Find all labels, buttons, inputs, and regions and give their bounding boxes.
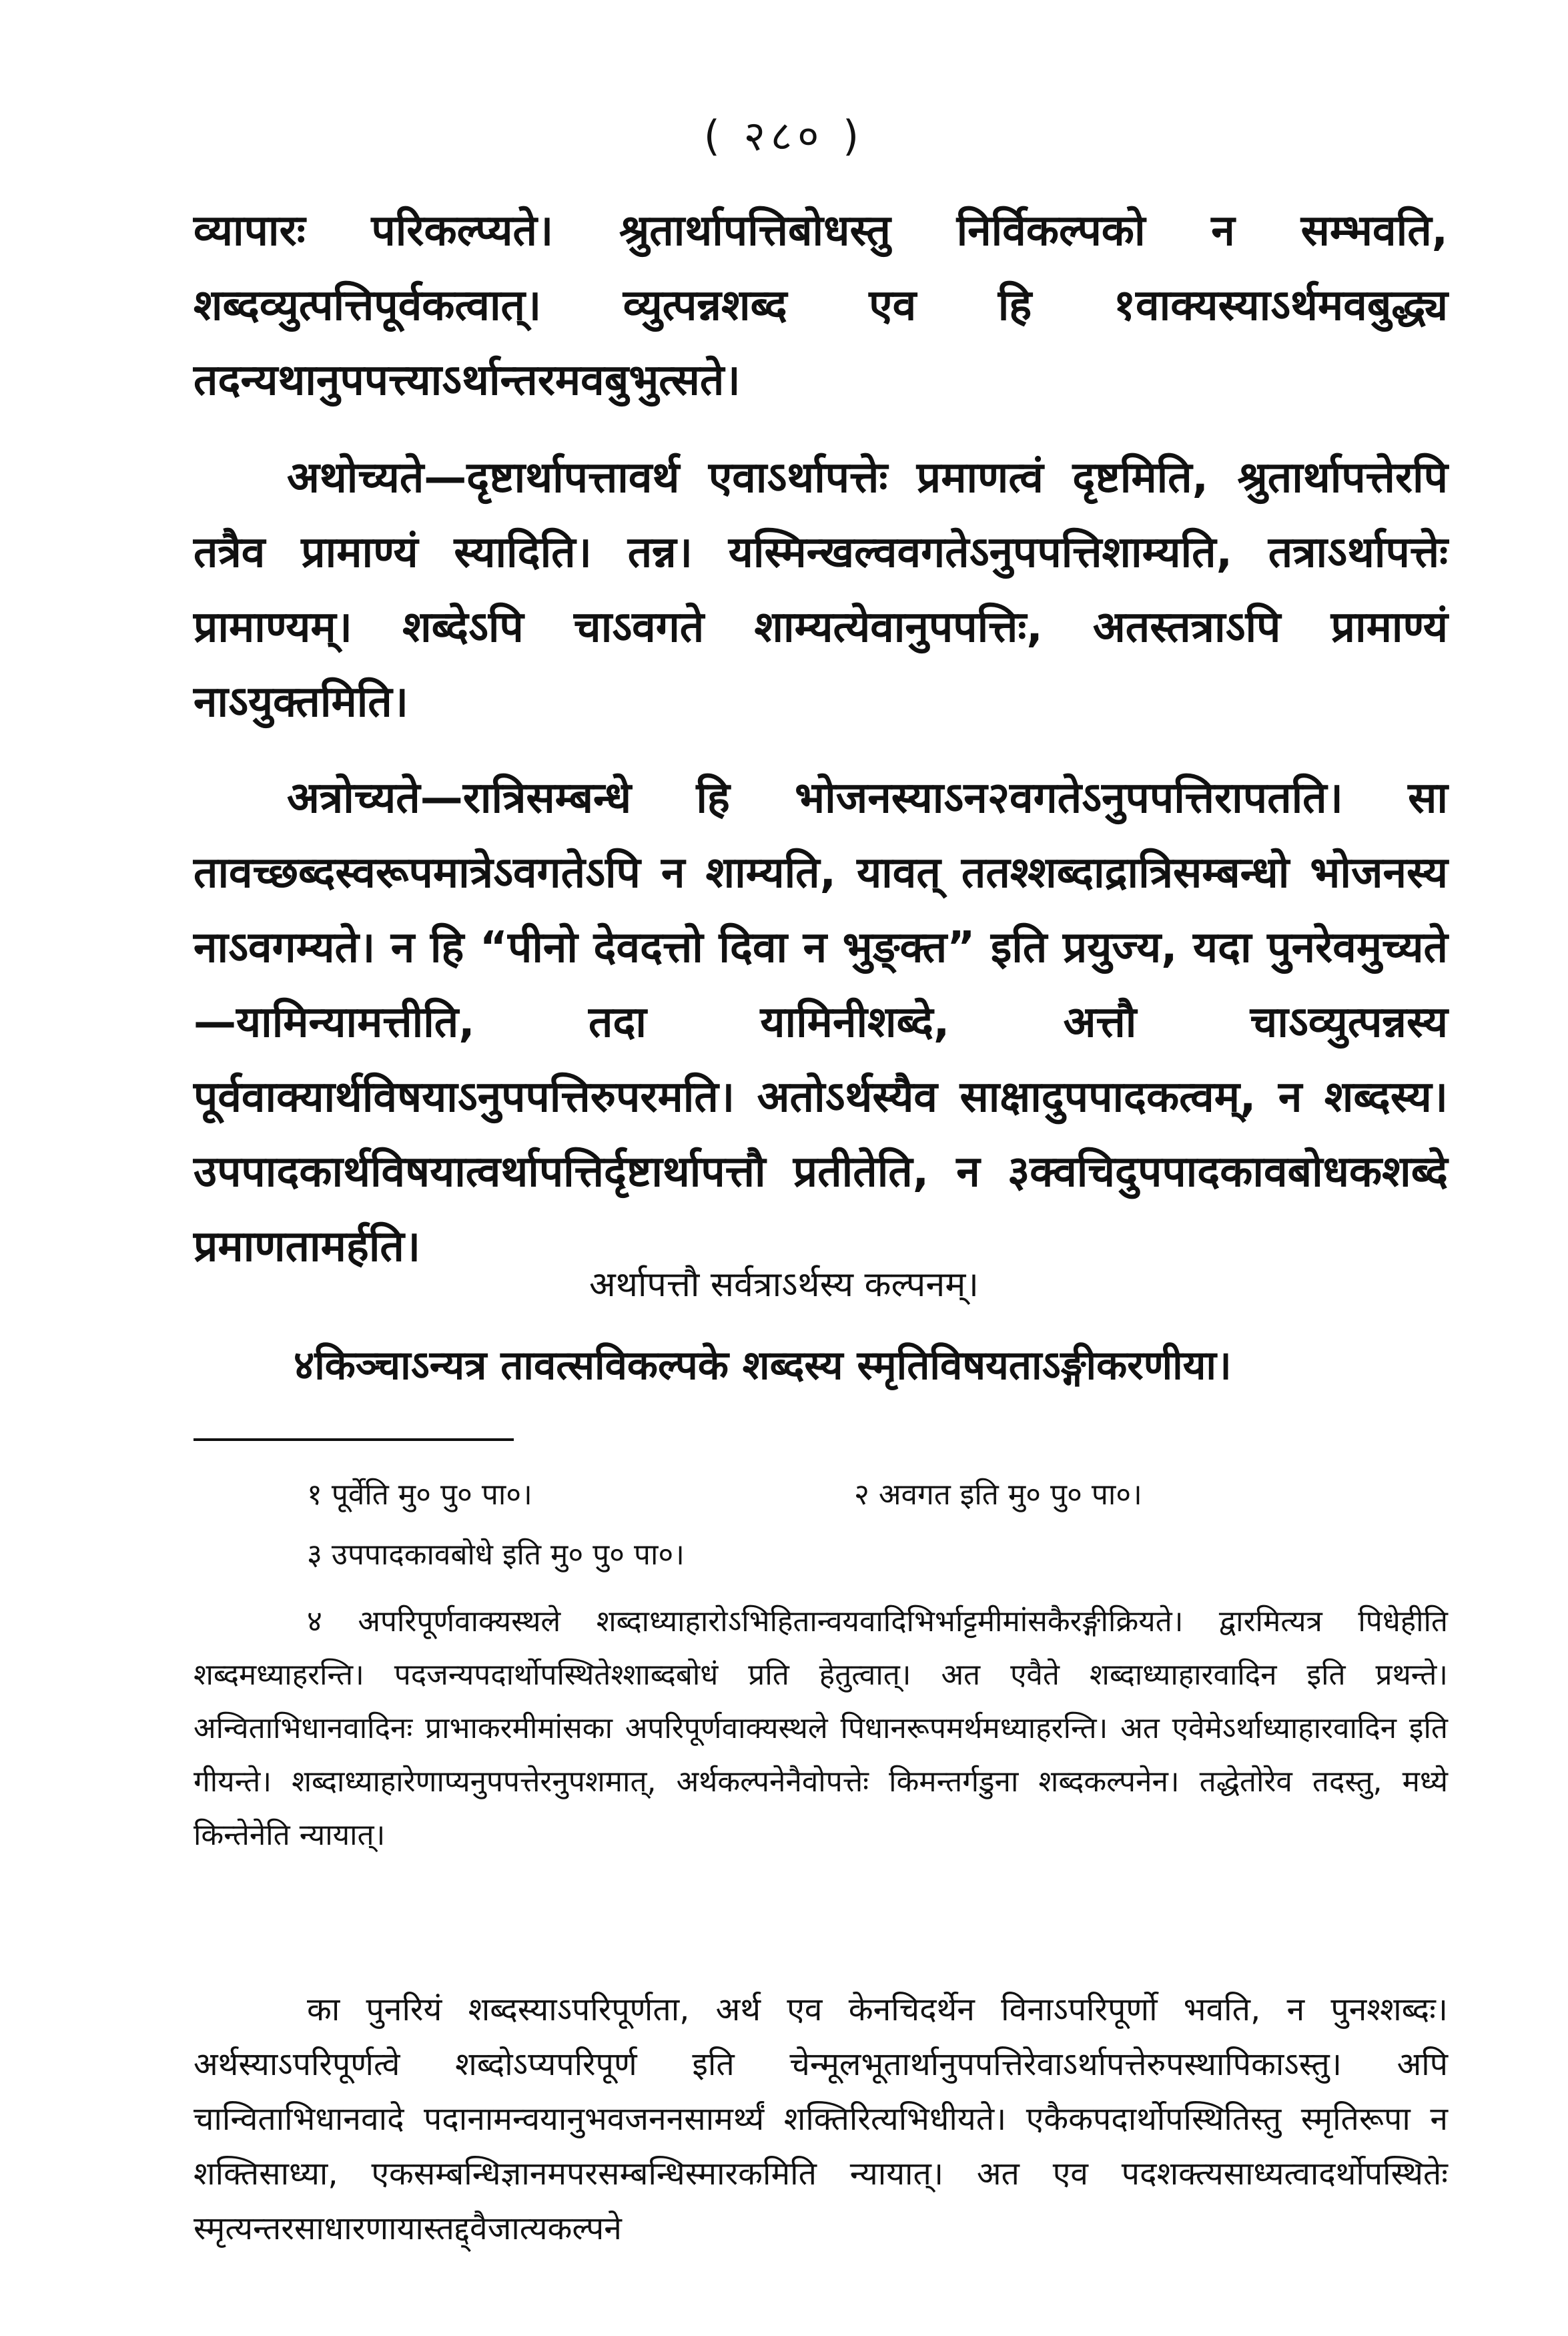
footnote-4: ४ अपरिपूर्णवाक्यस्थले शब्दाध्याहारोऽभिहितान्वयवादिभिर्भाट्टमीमांसकैरङ्गीक्रियते। द्वारमित्यत्र पिधेहीति शब्दमध्याहरन्ति। पदजन्यपदार्थोपस्थितेश्शाब्दबोधं प्रति हेतुत्वात्। अत एवैते शब्दाध्याहारवादिन इति प्रथन्ते। अन्विताभिधानवादिनः प्राभाकरमीमांसका अपरिपूर्णवाक्यस्थले पिधानरूपमर्थमध्याहरन्ति। अत एवेमेऽर्थाध्याहारवादिन इति गीयन्ते। शब्दाध्याहारेणाप्यनुपपत्तेरनुपशमात्, अर्थकल्पनेनैवोपत्तेः किमन्तर्गडुना शब्दकल्पनेन। तद्धेतोरेव तदस्तु, मध्ये किन्तेनेति न्यायात्।	[193, 1604, 1448, 1852]
page-number: ( २८० )	[703, 111, 865, 160]
footnote-divider	[193, 1438, 514, 1441]
paragraph-5: का पुनरियं शब्दस्याऽपरिपूर्णता, अर्थ एव केनचिदर्थेन विनाऽपरिपूर्णो भवति, न पुनश्शब्दः। अर्थस्याऽपरिपूर्णत्वे शब्दोऽप्यपरिपूर्ण इति चेन्मूलभूतार्थानुपपत्तिरेवाऽर्थापत्तेरुपस्थापिकाऽस्तु। अपि चान्विताभिधानवादे पदानामन्वयानुभवजननसामर्थ्यं शक्तिरित्यभिधीयते। एकैकपदार्थोपस्थितिस्तु स्मृतिरूपा न शक्तिसाध्या, एकसम्बन्धिज्ञानमपरसम्बन्धिस्मारकमिति न्यायात्। अत एव पदशक्त्यसाध्यत्वादर्थोपस्थितेः स्मृत्यन्तरसाधारणायास्तद्द्वैजात्यकल्पने	[193, 1991, 1448, 2247]
paragraph-1: व्यापारः परिकल्प्यते। श्रुतार्थापत्तिबोधस्तु निर्विकल्पको न सम्भवति, शब्दव्युत्पत्तिपूर्वकत्वात्। व्युत्पन्नशब्द एव हि १वाक्यस्याऽर्थमवबुद्ध्य तदन्यथानुपपत्त्याऽर्थान्तरमवबुभुत्सते।	[193, 206, 1448, 405]
footnote-3: ३ उपपादकावबोधे इति मु० पु० पा०।	[307, 1538, 685, 1572]
paragraph-3: अत्रोच्यते—रात्रिसम्बन्धे हि भोजनस्याऽन२वगतेऽनुपपत्तिरापतति। सा तावच्छब्दस्वरूपमात्रेऽवगतेऽपि न शाम्यति, यावत् ततश्शब्दाद्रात्रिसम्बन्धो भोजनस्य नाऽवगम्यते। न हि “पीनो देवदत्तो दिवा न भुङ्क्त” इति प्रयुज्य, यदा पुनरेवमुच्यते—यामिन्यामत्तीति, तदा यामिनीशब्दे, अत्तौ चाऽव्युत्पन्नस्य पूर्ववाक्यार्थविषयाऽनुपपत्तिरुपरमति। अतोऽर्थस्यैव साक्षादुपपादकत्वम्, न शब्दस्य। उपपादकार्थविषयात्वर्थापत्तिर्दृष्टार्थापत्तौ प्रतीतेति, न ३क्वचिदुपपादकावबोधकशब्दे प्रमाणतामर्हति।	[193, 774, 1448, 1271]
footnote-2: २ अवगत इति मु० पु० पा०।	[854, 1478, 1142, 1512]
centered-verse: अर्थापत्तौ सर्वत्राऽर्थस्य कल्पनम्।	[589, 1265, 979, 1305]
paragraph-2: अथोच्यते—दृष्टार्थापत्तावर्थ एवाऽर्थापत्तेः प्रमाणत्वं दृष्टमिति, श्रुतार्थापत्तेरपि तत्रैव प्रामाण्यं स्यादिति। तन्न। यस्मिन्खल्ववगतेऽनुपपत्तिशाम्यति, तत्राऽर्थापत्तेः प्रामाण्यम्। शब्देऽपि चाऽवगते शाम्यत्येवानुपपत्तिः, अतस्तत्राऽपि प्रामाण्यं नाऽयुक्तमिति।	[193, 453, 1448, 727]
footnote-1: १ पूर्वेति मु० पु० पा०।	[307, 1478, 532, 1512]
paragraph-4: ४किञ्चाऽन्यत्र तावत्सविकल्पके शब्दस्य स्मृतिविषयताऽङ्गीकरणीया।	[294, 1342, 1232, 1389]
